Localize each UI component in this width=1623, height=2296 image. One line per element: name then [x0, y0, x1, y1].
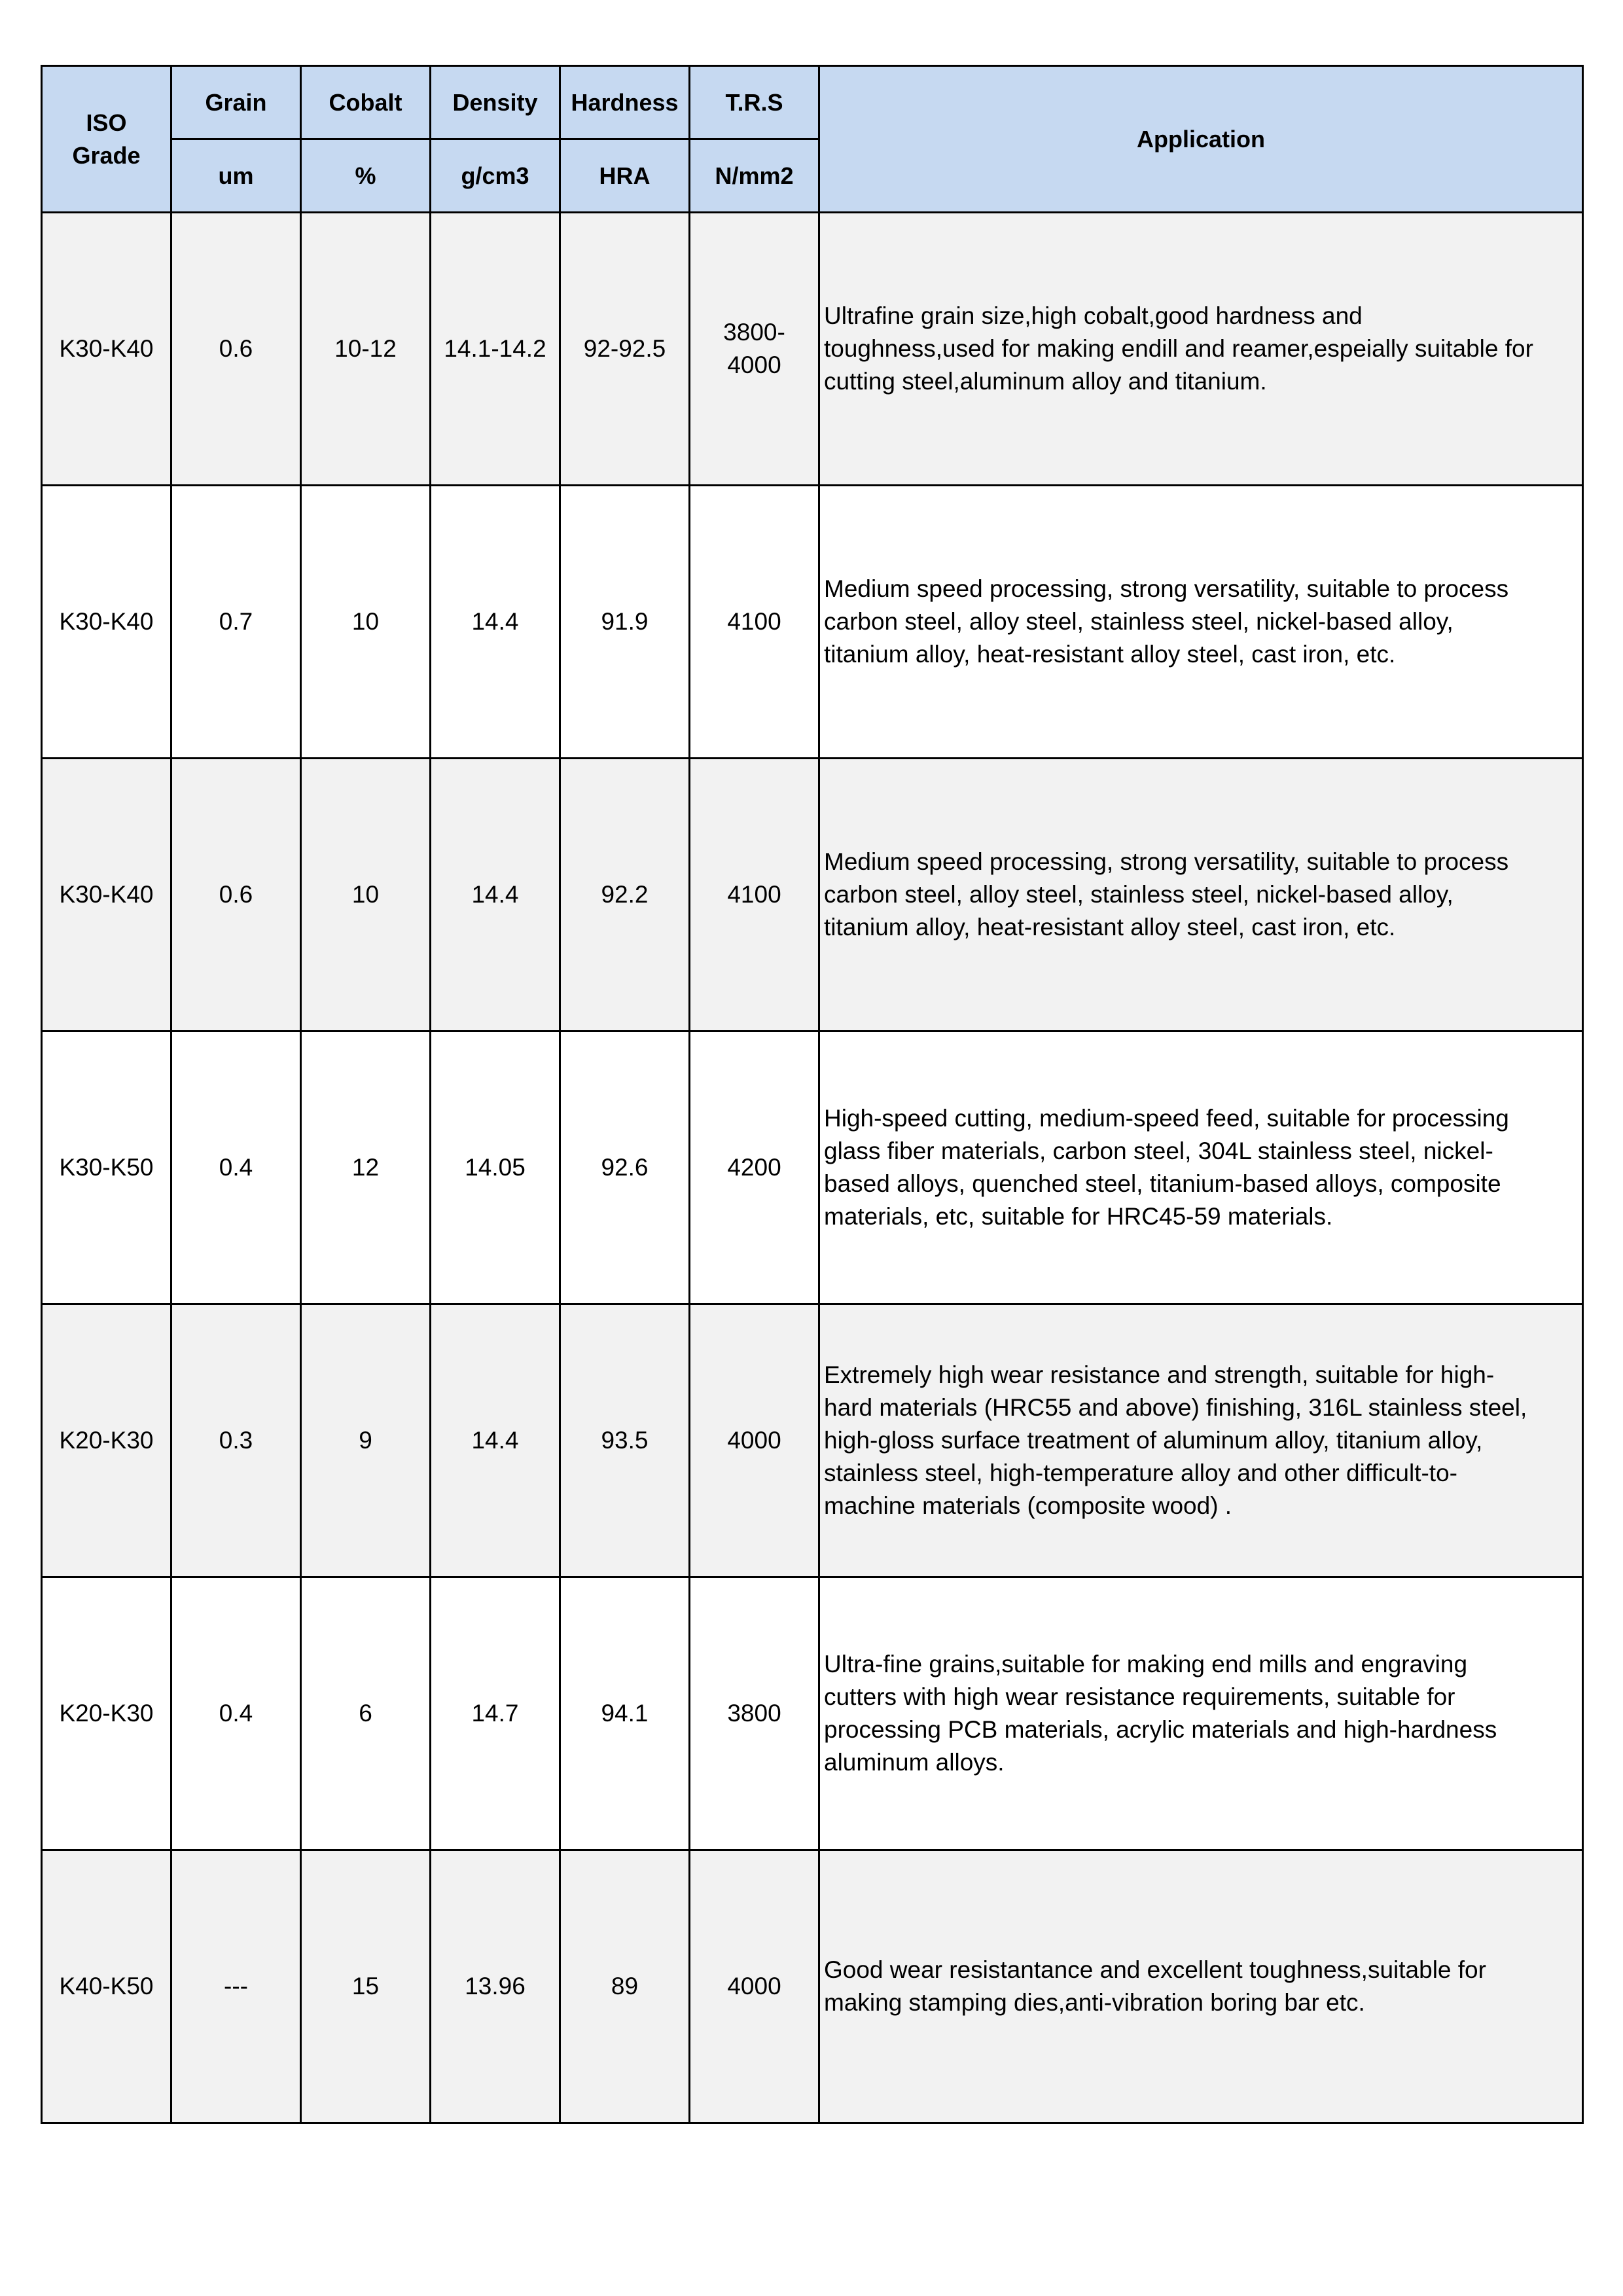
cell-cobalt: 12	[301, 1031, 431, 1304]
cell-density: 14.4	[431, 486, 560, 759]
cell-cobalt: 10	[301, 759, 431, 1031]
unit-trs: N/mm2	[690, 139, 819, 213]
cell-iso-grade: K20-K30	[42, 1304, 171, 1577]
cell-trs: 4000	[690, 1850, 819, 2123]
application-line: titanium alloy, heat-resistant alloy steel, cast iron, etc.	[824, 914, 1396, 941]
cell-density: 13.96	[431, 1850, 560, 2123]
application-line: toughness,used for making endill and reamer,espeially suitable for	[824, 335, 1533, 362]
cell-cobalt: 9	[301, 1304, 431, 1577]
application-line: Ultrafine grain size,high cobalt,good hardness and	[824, 302, 1363, 329]
cell-hardness: 92.2	[560, 759, 690, 1031]
cell-cobalt: 15	[301, 1850, 431, 2123]
cell-grain: 0.4	[171, 1031, 301, 1304]
cell-application	[819, 1850, 1583, 2123]
header-trs: T.R.S	[690, 66, 819, 139]
application-line: high-gloss surface treatment of aluminum alloy, titanium alloy,	[824, 1427, 1483, 1454]
application-line: making stamping dies,anti-vibration boring bar etc.	[824, 1989, 1365, 2016]
table-row	[42, 1577, 1583, 1850]
cell-iso-grade: K30-K40	[42, 486, 171, 759]
header-iso-grade-line2: Grade	[72, 141, 141, 169]
cell-hardness: 91.9	[560, 486, 690, 759]
cell-density: 14.4	[431, 759, 560, 1031]
header-iso-grade	[42, 66, 171, 213]
cell-hardness: 94.1	[560, 1577, 690, 1850]
application-line: carbon steel, alloy steel, stainless steel, nickel-based alloy,	[824, 881, 1454, 908]
cell-cobalt: 6	[301, 1577, 431, 1850]
cell-grain: 0.6	[171, 759, 301, 1031]
table-header	[42, 66, 1583, 213]
cell-grain: 0.3	[171, 1304, 301, 1577]
cell-trs: 4100	[690, 486, 819, 759]
unit-hardness: HRA	[560, 139, 690, 213]
header-row-labels	[42, 66, 1583, 139]
application-line: hard materials (HRC55 and above) finishing, 316L stainless steel,	[824, 1394, 1527, 1421]
application-line: based alloys, quenched steel, titanium-based alloys, composite	[824, 1170, 1501, 1197]
cell-application	[819, 1577, 1583, 1850]
application-line: High-speed cutting, medium-speed feed, suitable for processing	[824, 1105, 1509, 1132]
cell-trs: 3800	[690, 1577, 819, 1850]
table-row	[42, 486, 1583, 759]
header-grain: Grain	[171, 66, 301, 139]
header-hardness: Hardness	[560, 66, 690, 139]
application-line: aluminum alloys.	[824, 1749, 1005, 1776]
unit-density: g/cm3	[431, 139, 560, 213]
application-line: glass fiber materials, carbon steel, 304L stainless steel, nickel-	[824, 1138, 1493, 1164]
cell-hardness: 93.5	[560, 1304, 690, 1577]
cell-density: 14.4	[431, 1304, 560, 1577]
cell-application	[819, 1304, 1583, 1577]
table-row	[42, 759, 1583, 1031]
cell-grain: ---	[171, 1850, 301, 2123]
cell-iso-grade: K40-K50	[42, 1850, 171, 2123]
cell-hardness: 89	[560, 1850, 690, 2123]
unit-cobalt: %	[301, 139, 431, 213]
cell-application	[819, 759, 1583, 1031]
header-application: Application	[819, 66, 1583, 213]
cell-trs-line2: 4000	[727, 351, 781, 378]
cell-iso-grade: K30-K50	[42, 1031, 171, 1304]
cell-trs	[690, 213, 819, 486]
grade-spec-table	[41, 65, 1584, 2124]
cell-cobalt: 10-12	[301, 213, 431, 486]
application-line: cutting steel,aluminum alloy and titanium.	[824, 368, 1267, 395]
cell-application	[819, 486, 1583, 759]
cell-trs: 4100	[690, 759, 819, 1031]
cell-iso-grade: K30-K40	[42, 759, 171, 1031]
table-row	[42, 1850, 1583, 2123]
cell-trs: 4000	[690, 1304, 819, 1577]
cell-grain: 0.7	[171, 486, 301, 759]
application-line: cutters with high wear resistance requirements, suitable for	[824, 1683, 1455, 1710]
cell-cobalt: 10	[301, 486, 431, 759]
cell-iso-grade: K20-K30	[42, 1577, 171, 1850]
cell-density: 14.1-14.2	[431, 213, 560, 486]
application-line: Extremely high wear resistance and strength, suitable for high-	[824, 1361, 1495, 1388]
table-row	[42, 1031, 1583, 1304]
cell-grain: 0.4	[171, 1577, 301, 1850]
cell-hardness: 92.6	[560, 1031, 690, 1304]
cell-application	[819, 213, 1583, 486]
unit-grain: um	[171, 139, 301, 213]
application-line: Ultra-fine grains,suitable for making end mills and engraving	[824, 1651, 1468, 1677]
application-line: carbon steel, alloy steel, stainless steel, nickel-based alloy,	[824, 608, 1454, 635]
application-line: materials, etc, suitable for HRC45-59 materials.	[824, 1203, 1333, 1230]
cell-trs: 4200	[690, 1031, 819, 1304]
cell-trs-line1: 3800-	[723, 319, 785, 346]
application-line: machine materials (composite wood) .	[824, 1492, 1232, 1519]
application-line: Medium speed processing, strong versatility, suitable to process	[824, 848, 1509, 875]
table-body	[42, 213, 1583, 2123]
table-row	[42, 1304, 1583, 1577]
table-row	[42, 213, 1583, 486]
application-line: Good wear resistantance and excellent toughness,suitable for	[824, 1956, 1486, 1983]
application-line: Medium speed processing, strong versatility, suitable to process	[824, 575, 1509, 602]
application-line: stainless steel, high-temperature alloy and other difficult-to-	[824, 1460, 1457, 1486]
cell-density: 14.7	[431, 1577, 560, 1850]
cell-iso-grade: K30-K40	[42, 213, 171, 486]
header-iso-grade-line1: ISO	[86, 109, 127, 136]
cell-grain: 0.6	[171, 213, 301, 486]
application-line: titanium alloy, heat-resistant alloy steel, cast iron, etc.	[824, 641, 1396, 668]
header-cobalt: Cobalt	[301, 66, 431, 139]
cell-density: 14.05	[431, 1031, 560, 1304]
cell-application	[819, 1031, 1583, 1304]
application-line: processing PCB materials, acrylic materials and high-hardness	[824, 1716, 1497, 1743]
header-density: Density	[431, 66, 560, 139]
cell-hardness: 92-92.5	[560, 213, 690, 486]
